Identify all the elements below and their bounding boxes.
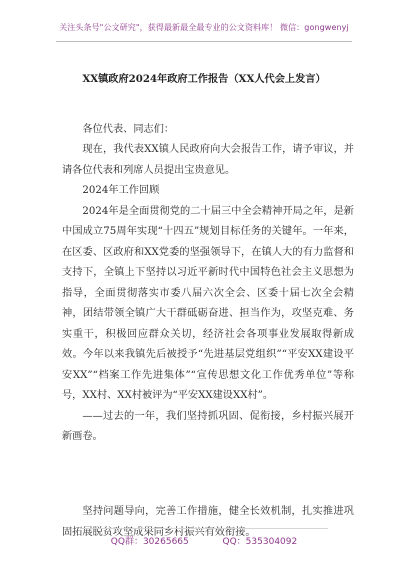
body-section — [62, 140, 354, 448]
qq-number: QQ：535304092 — [222, 537, 298, 547]
footer-divider — [80, 528, 328, 529]
paragraph: 2024年是全面贯彻党的二十届三中全会精神开局之年，是新中国成立75周年实现“十四五”规划目标任务的关键年。一年来，在区委、区政府和XX党委的坚强领导下，在镇人大的有力监督和支持下，全镇上下坚持以习近平新时代中国特色社会主义思想为指导，全面贯彻落实市委八届六次全会、区委十届七次全会精神，团结带领全镇广大干群砥砺奋进、担当作为，攻坚克难、务实重干，积极回应群众关切，经济社会各项事业发展取得新成效。今年以来我镇先后被授予“先进基层党组织”“平安XX建设平安XX”“档案工作先进集体”“宣传思想文化工作优秀单位”等称号，XX村、XX村被评为“平安XX建设XX村”。 — [62, 205, 354, 401]
header-note: 关注头条号"公文研究"，获得最新最全最专业的公文资料库！ 微信：gongwenyj — [59, 23, 349, 32]
paragraph: 现在，我代表XX镇人民政府向大会报告工作，请予审议，并请各位代表和列席人员提出宝贵意见。 — [62, 144, 354, 176]
salutation: 各位代表、同志们： — [82, 124, 175, 135]
paragraph: ——过去的一年，我们坚持抓巩固、促衔接，乡村振兴展开新画卷。 — [62, 410, 354, 442]
document-title: XX镇政府2024年政府工作报告（XX人代会上发言） — [82, 73, 326, 85]
salutation-block — [62, 120, 354, 141]
section-heading: 2024年工作回顾 — [82, 185, 160, 196]
header-divider — [56, 41, 352, 42]
footer-contact — [0, 534, 408, 547]
paragraph: 坚持问题导向，完善工作措施，健全长效机制，扎实推进巩固拓展脱贫攻坚成果同乡村振兴有效衔接。 — [62, 506, 354, 538]
qq-group: QQ群：30265665 — [110, 537, 189, 547]
